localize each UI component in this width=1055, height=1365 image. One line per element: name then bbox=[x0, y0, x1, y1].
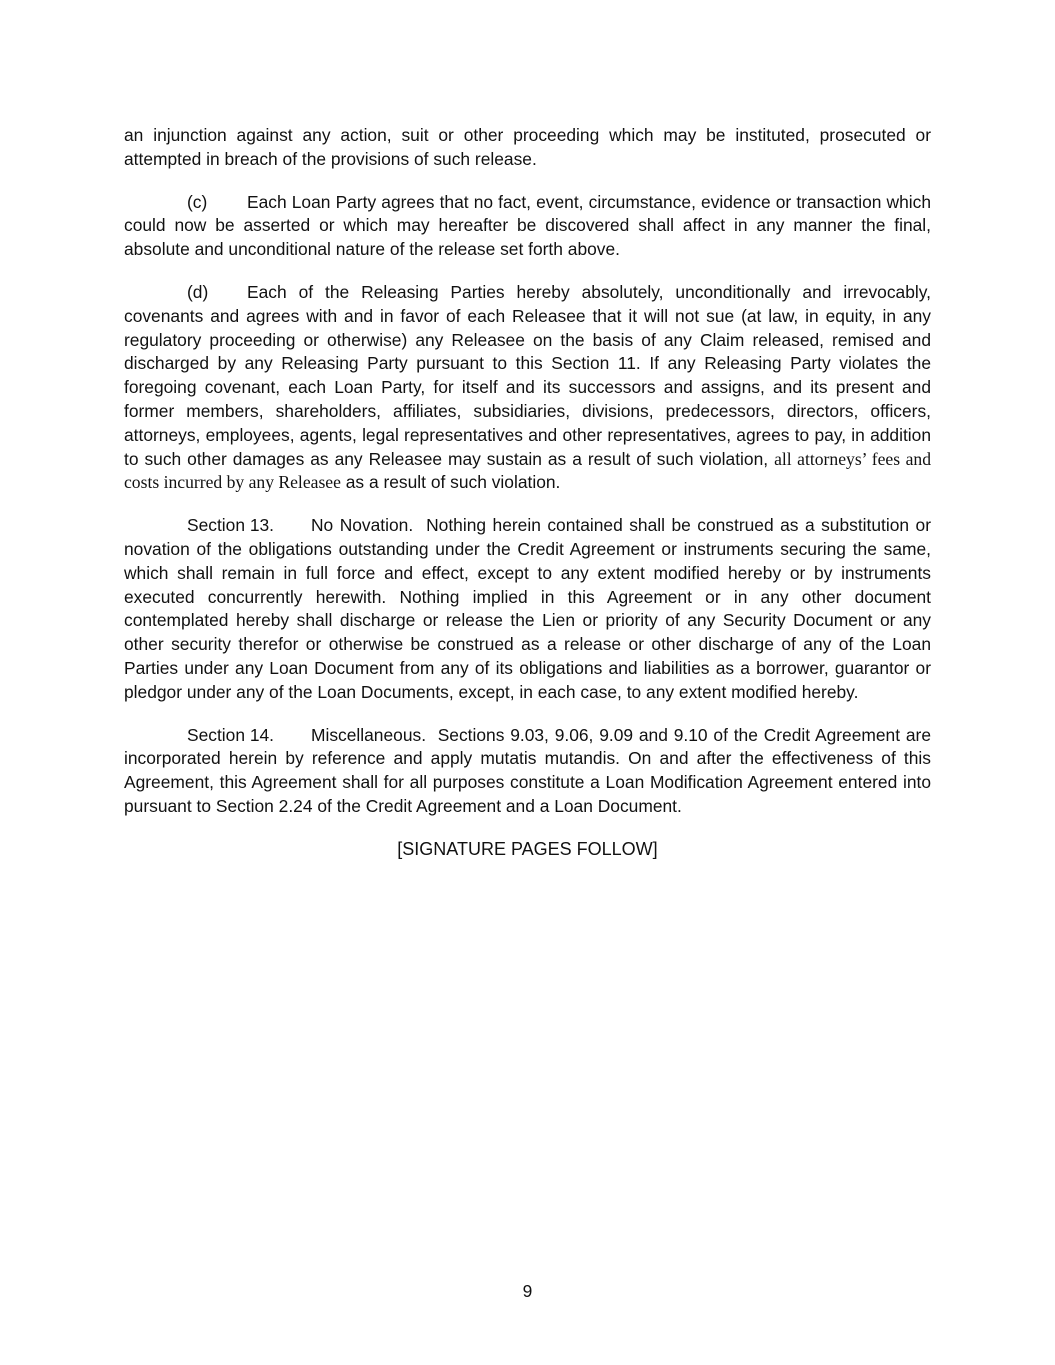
section-14-heading: Miscellaneous. bbox=[311, 724, 427, 745]
paragraph-c bbox=[124, 191, 931, 262]
section-13-number: Section 13. bbox=[187, 515, 275, 536]
section-14 bbox=[124, 724, 931, 819]
paragraph-d-text: Each of the Releasing Parties hereby absolutely, unconditionally and irrevocably, covenants and agrees with and in favor of each Releasee that it will not sue (at law, in equity, in any regulatory proceeding or otherwise) any Releasee on the basis of any Claim released, remised and discharged by any Releasing Party pursuant to this Section 11. If any Releasing Party violates the foregoing covenant, each Loan Party, for itself and its successors and assigns, and its present and former members, shareholders, affiliates, subsidiaries, divisions, predecessors, directors, officers, attorneys, employees, agents, legal representatives and other representatives, agrees to pay, in addition to such other damages as any Releasee may sustain as a result of such violation, bbox=[124, 281, 931, 469]
section-14-text: Sections 9.03, 9.06, 9.09 and 9.10 of the Credit Agreement are incorporated herein by reference and apply mutatis mutandis. On and after the effectiveness of this Agreement, this Agreement shall for all purposes constitute a Loan Modification Agreement entered into pursuant to Section 2.24 of the Credit Agreement and a Loan Document. bbox=[124, 724, 931, 816]
paragraph-d-label: (d) bbox=[187, 281, 209, 302]
signature-pages-note: [SIGNATURE PAGES FOLLOW] bbox=[397, 838, 658, 859]
paragraph-c-text: Each Loan Party agrees that no fact, event, circumstance, evidence or transaction which could now be asserted or which may hereafter be discovered shall affect in any manner the final, absolute and unconditional nature of the release set forth above. bbox=[124, 191, 931, 260]
paragraph-c-label: (c) bbox=[187, 191, 208, 212]
section-13-text: Nothing herein contained shall be construed as a substitution or novation of the obligations outstanding under the Credit Agreement or instruments securing the same, which shall remain in full force and effect, except to any extent modified hereby or by instruments executed concurrently herewith. Nothing implied in this Agreement or in any other document contemplated hereby shall discharge or release the Lien or priority of any Security Document or any other security therefor or otherwise be construed as a release or other discharge of any of the Loan Parties under any Loan Document from any of its obligations and liabilities as a borrower, guarantor or pledgor under any of the Loan Documents, except, in each case, to any extent modified hereby. bbox=[124, 515, 931, 702]
paragraph-d-serif-text: all attorneys’ fees and costs incurred by any Releasee bbox=[124, 448, 931, 493]
paragraph-d-tail: as a result of such violation. bbox=[345, 472, 561, 493]
page-number: 9 bbox=[522, 1281, 533, 1301]
section-13 bbox=[124, 514, 931, 704]
section-14-number: Section 14. bbox=[187, 724, 275, 745]
section-13-heading: No Novation. bbox=[311, 515, 414, 536]
paragraph-d bbox=[124, 281, 931, 495]
document-body bbox=[124, 124, 931, 881]
paragraph-continuation: an injunction against any action, suit or other proceeding which may be instituted, prosecuted or attempted in breach of the provisions of such release. bbox=[124, 125, 931, 169]
